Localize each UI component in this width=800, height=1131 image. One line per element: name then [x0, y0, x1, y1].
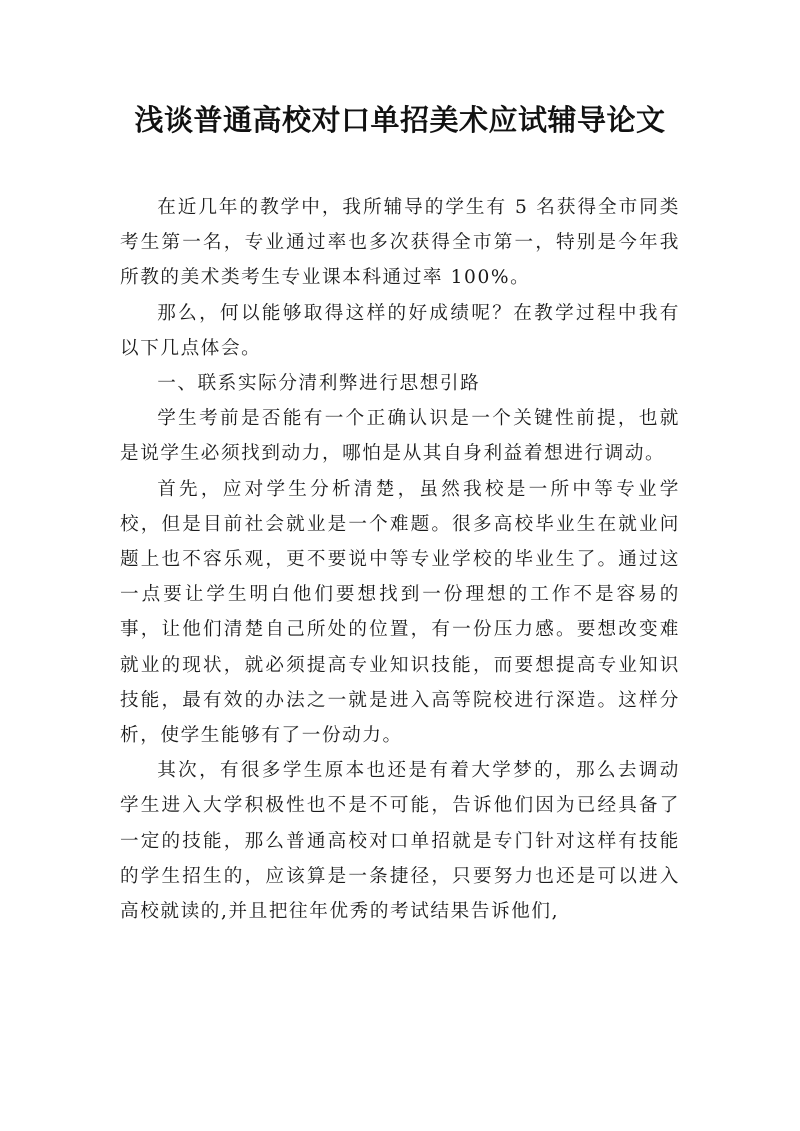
paragraph-intro: 在近几年的教学中，我所辅导的学生有 5 名获得全市同类考生第一名，专业通过率也多次获得全市第一，特别是今年我所教的美术类考生专业课本科通过率 100%。: [120, 197, 680, 289]
paragraph-first: 首先，应对学生分析清楚，虽然我校是一所中等专业学校，但是目前社会就业是一个难题。很多高校毕业生在就业问题上也不容乐观，更不要说中等专业学校的毕业生了。通过这一点要让学生明白他们要想找到一份理想的工作不是容易的事，让他们清楚自己所处的位置，有一份压力感。要想改变难就业的现状，就必须提高专业知识技能，而要想提高专业知识技能，最有效的办法之一就是进入高等院校进行深造。这样分析，使学生能够有了一份动力。: [120, 478, 680, 747]
paragraph-second: 其次，有很多学生原本也还是有着大学梦的，那么去调动学生进入大学积极性也不是不可能，告诉他们因为已经具备了一定的技能，那么普通高校对口单招就是专门针对这样有技能的学生招生的，应该算是一条捷径，只要努力也还是可以进入高校就读的,并且把往年优秀的考试结果告诉他们,: [120, 760, 680, 923]
document-title: 浅谈普通高校对口单招美术应试辅导论文: [134, 103, 666, 137]
paragraph-question: 那么，何以能够取得这样的好成绩呢？在教学过程中我有以下几点体会。: [120, 302, 680, 359]
paragraph-motivation: 学生考前是否能有一个正确认识是一个关键性前提，也就是说学生必须找到动力，哪怕是从其自身利益着想进行调动。: [120, 408, 680, 465]
document-body: [120, 190, 680, 929]
section-heading-1: 一、联系实际分清利弊进行思想引路: [157, 373, 481, 395]
